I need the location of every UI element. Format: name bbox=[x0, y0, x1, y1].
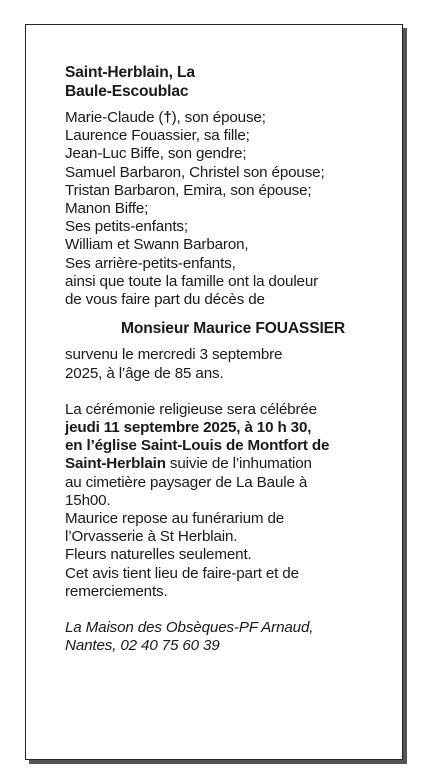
ceremony-line-4-rest: suivie de l’inhumation bbox=[165, 455, 312, 473]
family-line-1 bbox=[65, 109, 401, 127]
city-heading bbox=[65, 64, 401, 101]
family-line-6: Manon Biffe; bbox=[65, 200, 149, 218]
city-line-2: Baule-Escoublac bbox=[65, 82, 189, 100]
death-details bbox=[65, 346, 401, 382]
ceremony-line-4 bbox=[65, 455, 401, 473]
spacer bbox=[65, 383, 401, 401]
ceremony-line-9: Fleurs naturelles seulement. bbox=[65, 546, 252, 564]
deceased-name: Monsieur Maurice FOUASSIER bbox=[121, 320, 345, 338]
family-line-7: Ses petits-enfants; bbox=[65, 218, 188, 236]
ceremony-line-11: remerciements. bbox=[65, 582, 168, 600]
family-line-8: William et Swann Barbaron, bbox=[65, 236, 249, 254]
ceremony-line-5: au cimetière paysager de La Baule à bbox=[65, 473, 308, 491]
family-line-11: de vous faire part du décès de bbox=[65, 291, 265, 309]
city-line-1: Saint-Herblain, La bbox=[65, 64, 195, 81]
family-line-1-pre: Marie-Claude ( bbox=[65, 109, 164, 126]
ceremony-details bbox=[65, 401, 401, 601]
ceremony-line-8: l’Orvasserie à St Herblain. bbox=[65, 528, 238, 546]
ceremony-line-7: Maurice repose au funérarium de bbox=[65, 510, 285, 528]
spacer bbox=[65, 601, 401, 619]
ceremony-line-1: La cérémonie religieuse sera célébrée bbox=[65, 400, 317, 418]
family-line-4: Samuel Barbaron, Christel son épouse; bbox=[65, 163, 325, 181]
notice-content bbox=[65, 64, 401, 655]
ceremony-line-10: Cet avis tient lieu de faire-part et de bbox=[65, 564, 299, 582]
signature-line-1: La Maison des Obsèques-PF Arnaud, bbox=[65, 619, 314, 637]
family-line-10: ainsi que toute la famille ont la douleur bbox=[65, 272, 319, 290]
ceremony-line-6: 15h00. bbox=[65, 491, 111, 509]
family-line-2: Laurence Fouassier, sa fille; bbox=[65, 127, 250, 145]
death-line-2: 2025, à l’âge de 85 ans. bbox=[65, 364, 224, 382]
signature-line-2: Nantes, 02 40 75 60 39 bbox=[65, 637, 220, 655]
family-line-1-post: ), son épouse; bbox=[171, 109, 266, 126]
death-line-1: survenu le mercredi 3 septembre bbox=[65, 346, 283, 364]
family-list bbox=[65, 109, 401, 309]
death-notice bbox=[25, 24, 403, 760]
funeral-home-signature bbox=[65, 619, 401, 655]
family-line-5: Tristan Barbaron, Emira, son épouse; bbox=[65, 181, 312, 199]
ceremony-church: en l’église Saint-Louis de Montfort de bbox=[65, 437, 330, 455]
cross-icon: † bbox=[163, 109, 172, 126]
family-line-3: Jean-Luc Biffe, son gendre; bbox=[65, 145, 247, 163]
family-line-9: Ses arrière-petits-enfants, bbox=[65, 254, 236, 272]
ceremony-date: jeudi 11 septembre 2025, à 10 h 30, bbox=[65, 419, 312, 437]
ceremony-town: Saint-Herblain bbox=[65, 455, 166, 473]
